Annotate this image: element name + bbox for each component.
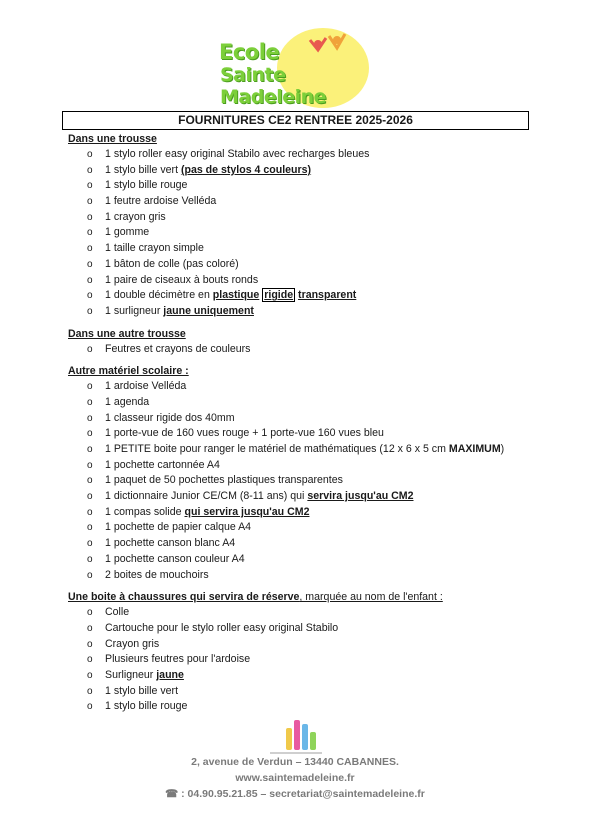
section-title-autre-trousse: Dans une autre trousse xyxy=(68,327,186,340)
list-item xyxy=(68,442,568,458)
list-item: o 1 paquet de 50 pochettes plastiques transparentes xyxy=(68,473,568,489)
list-item: o 1 pochette de papier calque A4 xyxy=(68,520,568,536)
item-emphasis: jaune uniquement xyxy=(163,304,254,317)
item-text: 1 compas solide xyxy=(105,505,185,518)
reserve-list xyxy=(68,605,568,715)
logo-text-line2: Sainte Madeleine xyxy=(220,64,327,108)
item-emphasis: servira jusqu'au CM2 xyxy=(307,490,414,503)
item-text: 1 dictionnaire Junior CE/CM (8-11 ans) qui xyxy=(105,490,308,503)
section-title-materiel: Autre matériel scolaire : xyxy=(68,365,189,378)
footer-logo-icon xyxy=(266,716,326,756)
list-item xyxy=(68,304,568,320)
list-item: o 1 gomme xyxy=(68,225,568,241)
list-item: o 1 crayon gris xyxy=(68,210,568,226)
item-text: 1 surligneur xyxy=(105,304,164,317)
section-title-trousse: Dans une trousse xyxy=(68,133,157,145)
item-emphasis: transparent xyxy=(298,289,357,302)
list-item: o 1 pochette canson blanc A4 xyxy=(68,536,568,552)
list-item: o 1 feutre ardoise Velléda xyxy=(68,194,568,210)
list-item: o 1 stylo roller easy original Stabilo avec recharges bleues xyxy=(68,147,568,163)
phone-icon: ☎ xyxy=(165,788,179,800)
supplies-list xyxy=(68,131,568,715)
list-item: o Feutres et crayons de couleurs xyxy=(68,342,568,358)
list-item xyxy=(68,668,568,684)
list-item: o 1 stylo bille rouge xyxy=(68,699,568,715)
footer-contact-text[interactable]: : 04.90.95.21.85 – secretariat@saintemadeleine.fr xyxy=(178,788,425,800)
item-text: Surligneur xyxy=(105,668,157,681)
list-item: o 1 stylo bille rouge xyxy=(68,178,568,194)
list-item: o Plusieurs feutres pour l'ardoise xyxy=(68,652,568,668)
item-emphasis: qui servira jusqu'au CM2 xyxy=(184,505,310,518)
list-item xyxy=(68,489,568,505)
item-emphasis: MAXIMUM xyxy=(448,443,501,455)
item-text: 1 PETITE boite pour ranger le matériel de mathématiques (12 x 6 x 5 cm xyxy=(105,443,449,455)
list-item: o 1 paire de ciseaux à bouts ronds xyxy=(68,273,568,289)
item-emphasis: jaune xyxy=(156,668,184,681)
list-item: o 2 boites de mouchoirs xyxy=(68,568,568,584)
section-title-text: Une boite à chaussures qui servira de réserve xyxy=(68,591,300,604)
list-item: o 1 agenda xyxy=(68,395,568,411)
list-item: o 1 pochette canson couleur A4 xyxy=(68,552,568,568)
logo-text-line1: Ecole xyxy=(219,40,280,64)
list-item: o 1 classeur rigide dos 40mm xyxy=(68,411,568,427)
footer-website[interactable]: www.saintemadeleine.fr xyxy=(235,772,355,784)
trousse-list xyxy=(68,147,568,320)
list-item: o Crayon gris xyxy=(68,637,568,653)
footer-address: 2, avenue de Verdun – 13440 CABANNES. xyxy=(191,756,399,768)
item-emphasis: plastique xyxy=(212,289,260,302)
item-emphasis: (pas de stylos 4 couleurs) xyxy=(180,163,312,176)
list-item: o 1 pochette cartonnée A4 xyxy=(68,458,568,474)
list-item: o Colle xyxy=(68,605,568,621)
list-item: o 1 porte-vue de 160 vues rouge + 1 porte-vue 160 vues bleu xyxy=(68,426,568,442)
list-item xyxy=(68,163,568,179)
list-item: o 1 taille crayon simple xyxy=(68,241,568,257)
item-emphasis-boxed: rigide xyxy=(264,289,294,302)
autre-trousse-list xyxy=(68,342,568,358)
list-item xyxy=(68,505,568,521)
section-title-reserve xyxy=(68,589,568,605)
item-text: 1 double décimètre en xyxy=(105,289,213,302)
school-logo xyxy=(215,28,385,108)
list-item: o Cartouche pour le stylo roller easy original Stabilo xyxy=(68,621,568,637)
section-title-rest: , marquée au nom de l'enfant : xyxy=(299,591,443,604)
item-text: ) xyxy=(500,443,505,455)
list-item: o 1 stylo bille vert xyxy=(68,684,568,700)
document-title: FOURNITURES CE2 RENTREE 2025-2026 xyxy=(62,111,529,130)
list-item xyxy=(68,288,568,304)
materiel-list xyxy=(68,379,568,583)
item-text: 1 stylo bille vert xyxy=(105,163,181,176)
list-item: o 1 ardoise Velléda xyxy=(68,379,568,395)
footer-contact xyxy=(0,788,590,800)
list-item: o 1 bâton de colle (pas coloré) xyxy=(68,257,568,273)
